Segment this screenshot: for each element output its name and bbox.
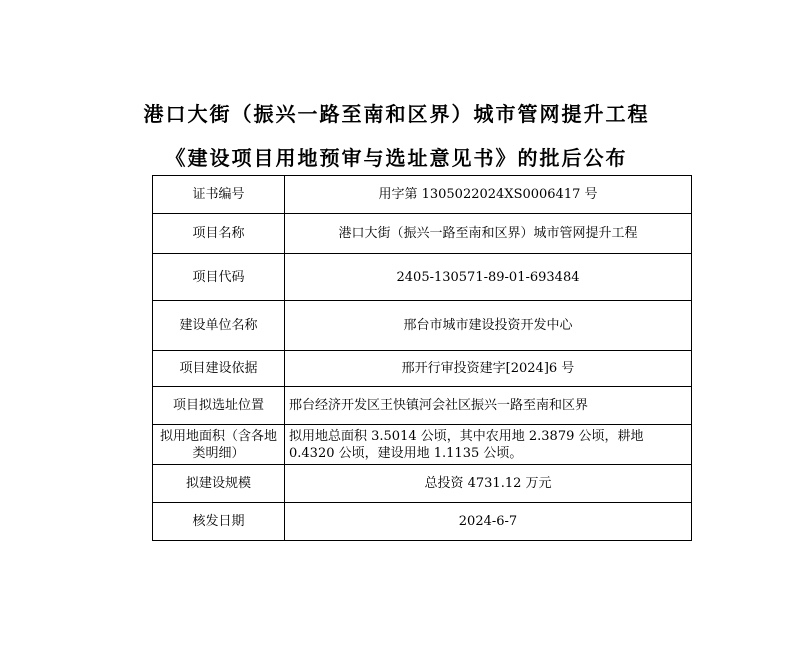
row-label-certificate-number: 证书编号 [153, 176, 285, 214]
row-label-project-code: 项目代码 [153, 254, 285, 301]
table-row-issue-date [153, 503, 692, 541]
table-row-construction-basis [153, 351, 692, 387]
table-row-project-code [153, 254, 692, 301]
info-table [152, 175, 692, 541]
row-value-land-area: 拟用地总面积 3.5014 公顷，其中农用地 2.3879 公顷，耕地 0.4320 公顷，建设用地 1.1135 公顷。 [285, 425, 692, 465]
table-row-land-area [153, 425, 692, 465]
row-label-project-name: 项目名称 [153, 214, 285, 254]
row-value-construction-basis: 邢开行审投资建字[2024]6 号 [285, 351, 692, 387]
table-row-project-name [153, 214, 692, 254]
row-value-construction-unit: 邢台市城市建设投资开发中心 [285, 301, 692, 351]
row-value-project-code: 2405-130571-89-01-693484 [285, 254, 692, 301]
row-value-project-name: 港口大街（振兴一路至南和区界）城市管网提升工程 [285, 214, 692, 254]
row-label-construction-scale: 拟建设规模 [153, 465, 285, 503]
table-row-proposed-site [153, 387, 692, 425]
row-label-land-area: 拟用地面积（含各地类明细） [153, 425, 285, 465]
row-value-proposed-site: 邢台经济开发区王快镇河会社区振兴一路至南和区界 [285, 387, 692, 425]
table-row-construction-scale [153, 465, 692, 503]
row-value-construction-scale: 总投资 4731.12 万元 [285, 465, 692, 503]
row-value-certificate-number: 用字第 1305022024XS0006417 号 [285, 176, 692, 214]
table-row-construction-unit [153, 301, 692, 351]
row-label-construction-unit: 建设单位名称 [153, 301, 285, 351]
row-value-issue-date: 2024-6-7 [285, 503, 692, 541]
row-label-construction-basis: 项目建设依据 [153, 351, 285, 387]
table-row-certificate-number [153, 176, 692, 214]
document-title-line-2: 《建设项目用地预审与选址意见书》的批后公布 [165, 146, 628, 170]
row-label-issue-date: 核发日期 [153, 503, 285, 541]
row-label-proposed-site: 项目拟选址位置 [153, 387, 285, 425]
document-title-line-1: 港口大街（振兴一路至南和区界）城市管网提升工程 [143, 102, 650, 126]
